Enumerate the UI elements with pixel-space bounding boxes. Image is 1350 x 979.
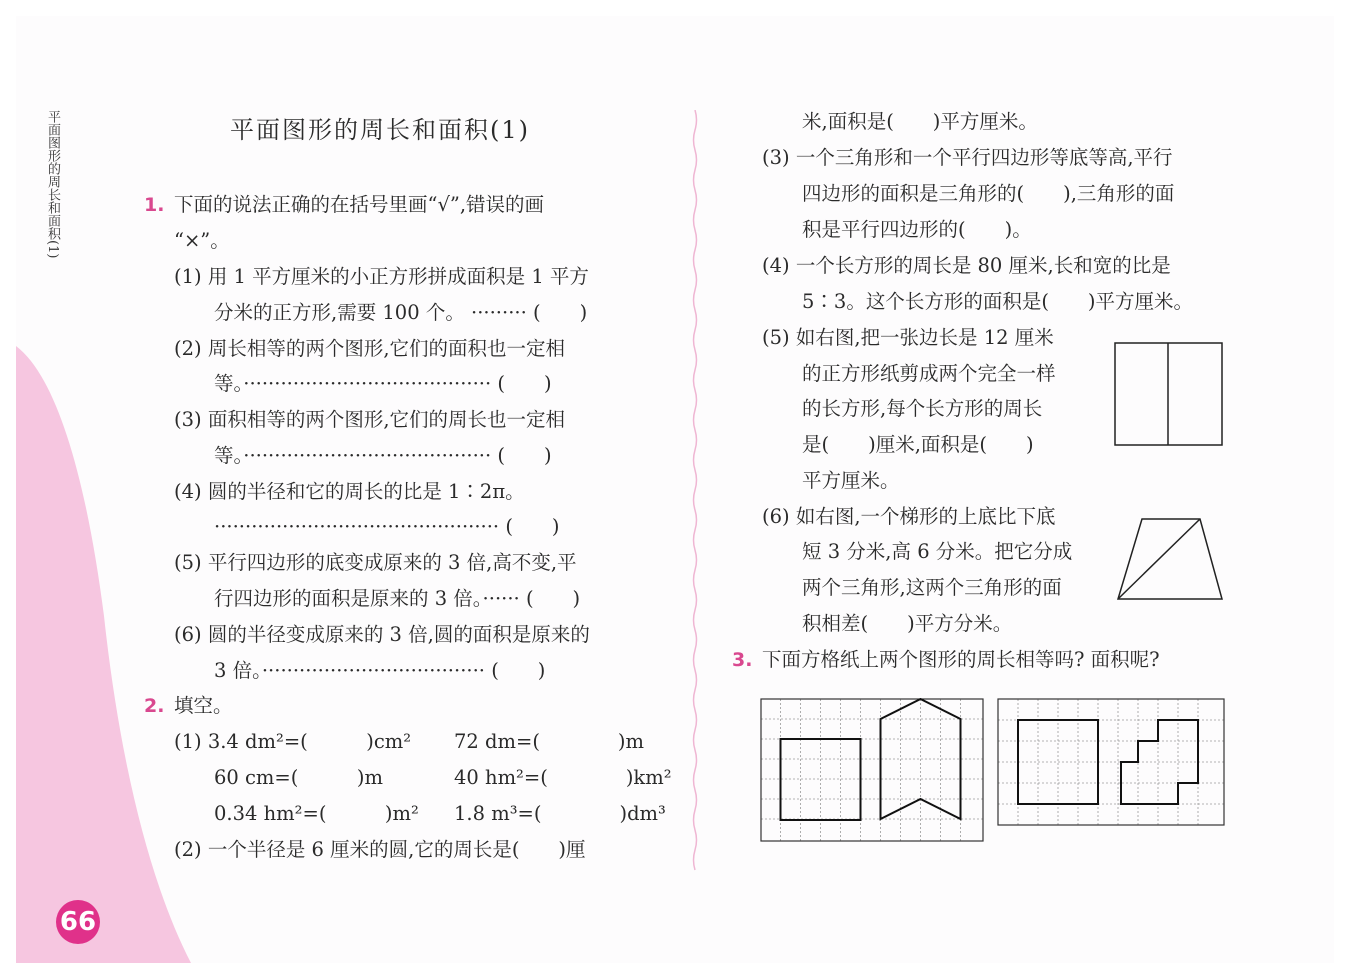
q1-item3-line2: 等。········································ ( ) (214, 444, 552, 467)
q2-p4-line1: (4) 一个长方形的周长是 80 厘米,长和宽的比是 (762, 254, 1171, 277)
q1-item5-line1: (5) 平行四边形的底变成原来的 3 倍,高不变,平 (174, 551, 577, 574)
q1-prompt-line2: “×”。 (174, 229, 230, 252)
q2-p2-line1: (2) 一个半径是 6 厘米的圆,它的周长是( )厘 (174, 838, 586, 861)
q2-p6-line4: 积相差( )平方分米。 (802, 612, 1013, 635)
q1-item4-line2: ·············································· ( ) (214, 515, 560, 538)
q2-p1-row2-a: 60 cm=( )m (214, 766, 383, 789)
q2-p2-line2: 米,面积是( )平方厘米。 (802, 110, 1038, 133)
q2-p1-row3-a: 0.34 hm²=( )m² (214, 802, 419, 825)
q2-p3-line1: (3) 一个三角形和一个平行四边形等底等高,平行 (762, 146, 1173, 169)
q2-p3-line3: 积是平行四边形的( )。 (802, 218, 1032, 241)
q2-p5-line5: 平方厘米。 (802, 469, 900, 492)
page-divider (692, 110, 698, 880)
q2-p5-line1: (5) 如右图,把一张边长是 12 厘米 (762, 326, 1054, 349)
q2-p5-line3: 的长方形,每个长方形的周长 (802, 397, 1043, 420)
sidebar-chapter-label: 平面图形的周长和面积(1) (45, 110, 60, 259)
q2-prompt: 填空。 (174, 694, 233, 717)
square-cut-figure (1110, 338, 1228, 450)
q2-p5-line4: 是( )厘米,面积是( ) (802, 433, 1034, 456)
q2-p1-row1-b: 72 dm=( )m (454, 730, 645, 753)
q2-p1-row3-b: 1.8 m³=( )dm³ (454, 802, 666, 825)
page-number-badge: 66 (56, 900, 100, 944)
q2-p6-line3: 两个三角形,这两个三角形的面 (802, 576, 1062, 599)
trapezoid-figure (1112, 514, 1228, 604)
q2-p5-line2: 的正方形纸剪成两个完全一样 (802, 362, 1056, 385)
q1-number: 1. (144, 194, 165, 216)
q1-item4-line1: (4) 圆的半径和它的周长的比是 1∶2π。 (174, 480, 525, 503)
q1-item6-line1: (6) 圆的半径变成原来的 3 倍,圆的面积是原来的 (174, 623, 590, 646)
q2-p3-line2: 四边形的面积是三角形的( ),三角形的面 (802, 182, 1175, 205)
q1-item5-line2: 行四边形的面积是原来的 3 倍。······ ( ) (214, 587, 581, 610)
page-title: 平面图形的周长和面积(1) (230, 116, 530, 144)
q1-item3-line1: (3) 面积相等的两个图形,它们的周长也一定相 (174, 408, 566, 431)
q2-number: 2. (144, 695, 165, 717)
q1-prompt-line1: 下面的说法正确的在括号里画“√”,错误的画 (174, 193, 545, 216)
q1-item1-line2: 分米的正方形,需要 100 个。 ········· ( ) (214, 301, 588, 324)
q2-p6-line1: (6) 如右图,一个梯形的上底比下底 (762, 505, 1056, 528)
q3-prompt: 下面方格纸上两个图形的周长相等吗? 面积呢? (762, 648, 1160, 671)
q1-item2-line1: (2) 周长相等的两个图形,它们的面积也一定相 (174, 337, 566, 360)
q1-item6-line2: 3 倍。···································· ( ) (214, 659, 546, 682)
q2-p1-row2-b: 40 hm²=( )km² (454, 766, 672, 789)
q3-number: 3. (732, 649, 753, 671)
q2-p4-line2: 5∶3。这个长方形的面积是( )平方厘米。 (802, 290, 1194, 313)
grid-paper-right (997, 698, 1225, 826)
q2-p1-row1-a: (1) 3.4 dm²=( )cm² (174, 730, 412, 753)
grid-paper-left (760, 698, 984, 842)
q2-p6-line2: 短 3 分米,高 6 分米。把它分成 (802, 540, 1073, 563)
q1-item1-line1: (1) 用 1 平方厘米的小正方形拼成面积是 1 平方 (174, 265, 589, 288)
q1-item2-line2: 等。········································ ( ) (214, 372, 552, 395)
